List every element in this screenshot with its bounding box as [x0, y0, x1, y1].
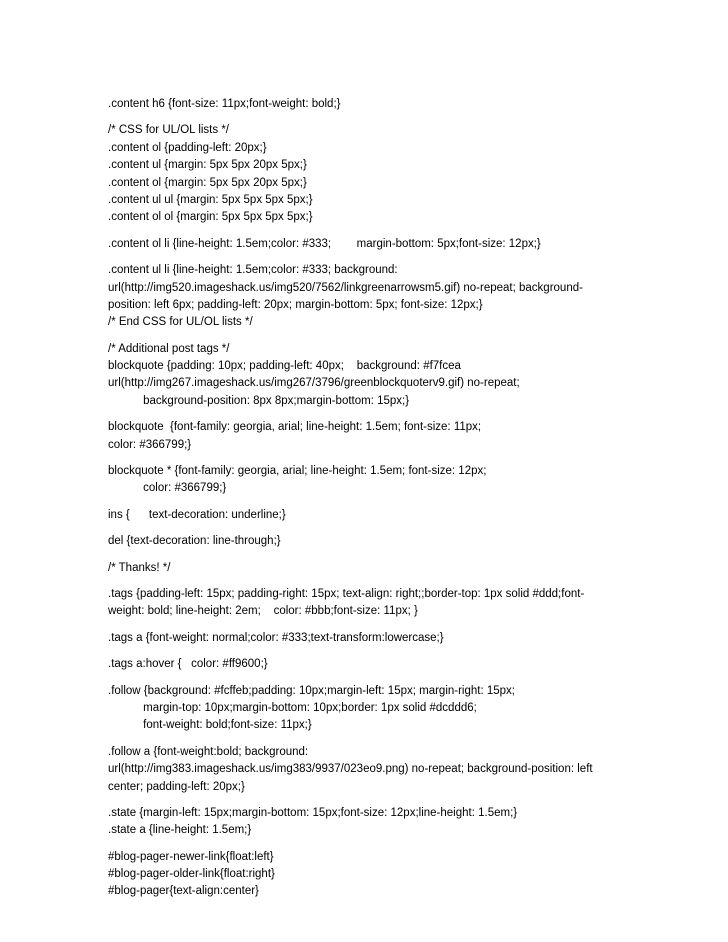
- code-line: url(http://img520.imageshack.us/img520/7562/linkgreenarrowsm5.gif) no-repeat; background-: [108, 281, 583, 294]
- code-line: blockquote {font-family: georgia, arial; line-height: 1.5em; font-size: 11px;: [108, 421, 482, 434]
- code-line: color: #366799;}: [108, 482, 227, 495]
- code-line: .follow {background: #fcffeb;padding: 10px;margin-left: 15px; margin-right: 15px;: [108, 684, 515, 697]
- code-block: [108, 533, 708, 550]
- code-block: [108, 560, 708, 577]
- document-page: [108, 96, 708, 901]
- code-line: .content ul ul {margin: 5px 5px 5px 5px;}: [108, 193, 313, 206]
- code-line: .tags {padding-left: 15px; padding-right: 15px; text-align: right;;border-top: 1px solid #ddd;font-: [108, 587, 585, 600]
- code-line: .content h6 {font-size: 11px;font-weight: bold;}: [108, 98, 341, 110]
- code-line: /* End CSS for UL/OL lists */: [108, 316, 253, 329]
- block-spacer: [108, 227, 708, 236]
- code-line: /* CSS for UL/OL lists */: [108, 124, 229, 137]
- code-block: [108, 419, 708, 454]
- code-line: del {text-decoration: line-through;}: [108, 535, 281, 548]
- code-block: [108, 586, 708, 621]
- code-line: .state a {line-height: 1.5em;}: [108, 824, 252, 837]
- code-block: [108, 656, 708, 673]
- code-line: url(http://img383.imageshack.us/img383/9937/023eo9.png) no-repeat; background-position: left: [108, 763, 593, 776]
- code-line: .content ul {margin: 5px 5px 20px 5px;}: [108, 159, 307, 172]
- code-block: [108, 849, 708, 901]
- code-block: [108, 507, 708, 524]
- code-block: [108, 341, 708, 411]
- code-line: .content ol {padding-left: 20px;}: [108, 141, 267, 154]
- code-line: margin-top: 10px;margin-bottom: 10px;border: 1px solid #dcddd6;: [108, 701, 477, 714]
- code-block: [108, 744, 708, 796]
- code-block: [108, 630, 708, 647]
- code-line: blockquote {padding: 10px; padding-left: 40px; background: #f7fcea: [108, 360, 461, 373]
- block-spacer: [108, 621, 708, 630]
- code-line: .tags a {font-weight: normal;color: #333;text-transform:lowercase;}: [108, 631, 444, 644]
- code-line: background-position: 8px 8px;margin-bottom: 15px;}: [108, 394, 410, 407]
- code-line: weight: bold; line-height: 2em; color: #bbb;font-size: 11px; }: [108, 605, 418, 618]
- block-spacer: [108, 410, 708, 419]
- code-line: #blog-pager-older-link{float:right}: [108, 868, 275, 881]
- code-line: ins { text-decoration: underline;}: [108, 508, 286, 521]
- code-line: #blog-pager{text-align:center}: [108, 885, 259, 898]
- code-block: [108, 122, 708, 226]
- block-spacer: [108, 332, 708, 341]
- code-block: [108, 463, 708, 498]
- code-line: .content ol ol {margin: 5px 5px 5px 5px;}: [108, 211, 313, 224]
- block-spacer: [108, 577, 708, 586]
- block-spacer: [108, 524, 708, 533]
- block-spacer: [108, 647, 708, 656]
- code-line: font-weight: bold;font-size: 11px;}: [108, 719, 312, 732]
- code-line: .tags a:hover { color: #ff9600;}: [108, 658, 268, 671]
- code-line: .state {margin-left: 15px;margin-bottom: 15px;font-size: 12px;line-height: 1.5em;}: [108, 806, 518, 819]
- block-spacer: [108, 735, 708, 744]
- code-line: /* Thanks! */: [108, 561, 171, 574]
- block-spacer: [108, 796, 708, 805]
- code-block: [108, 236, 708, 253]
- code-line: #blog-pager-newer-link{float:left}: [108, 850, 274, 863]
- block-spacer: [108, 551, 708, 560]
- code-line: center; padding-left: 20px;}: [108, 780, 245, 793]
- code-block: [108, 262, 708, 332]
- code-line: .content ol li {line-height: 1.5em;color: #333; margin-bottom: 5px;font-size: 12px;}: [108, 237, 541, 250]
- block-spacer: [108, 253, 708, 262]
- code-block: [108, 96, 708, 113]
- block-spacer: [108, 113, 708, 122]
- code-line: position: left 6px; padding-left: 20px; margin-bottom: 5px; font-size: 12px;}: [108, 298, 483, 311]
- code-block: [108, 683, 708, 735]
- block-spacer: [108, 454, 708, 463]
- code-line: .content ol {margin: 5px 5px 20px 5px;}: [108, 176, 307, 189]
- block-spacer: [108, 840, 708, 849]
- block-spacer: [108, 674, 708, 683]
- code-line: blockquote * {font-family: georgia, arial; line-height: 1.5em; font-size: 12px;: [108, 465, 487, 478]
- block-spacer: [108, 498, 708, 507]
- code-line: color: #366799;}: [108, 438, 192, 451]
- code-line: url(http://img267.imageshack.us/img267/3796/greenblockquoterv9.gif) no-repeat;: [108, 377, 520, 390]
- code-block: [108, 805, 708, 840]
- code-line: /* Additional post tags */: [108, 342, 230, 355]
- code-line: .follow a {font-weight:bold; background:: [108, 745, 309, 758]
- code-line: .content ul li {line-height: 1.5em;color: #333; background:: [108, 264, 398, 277]
